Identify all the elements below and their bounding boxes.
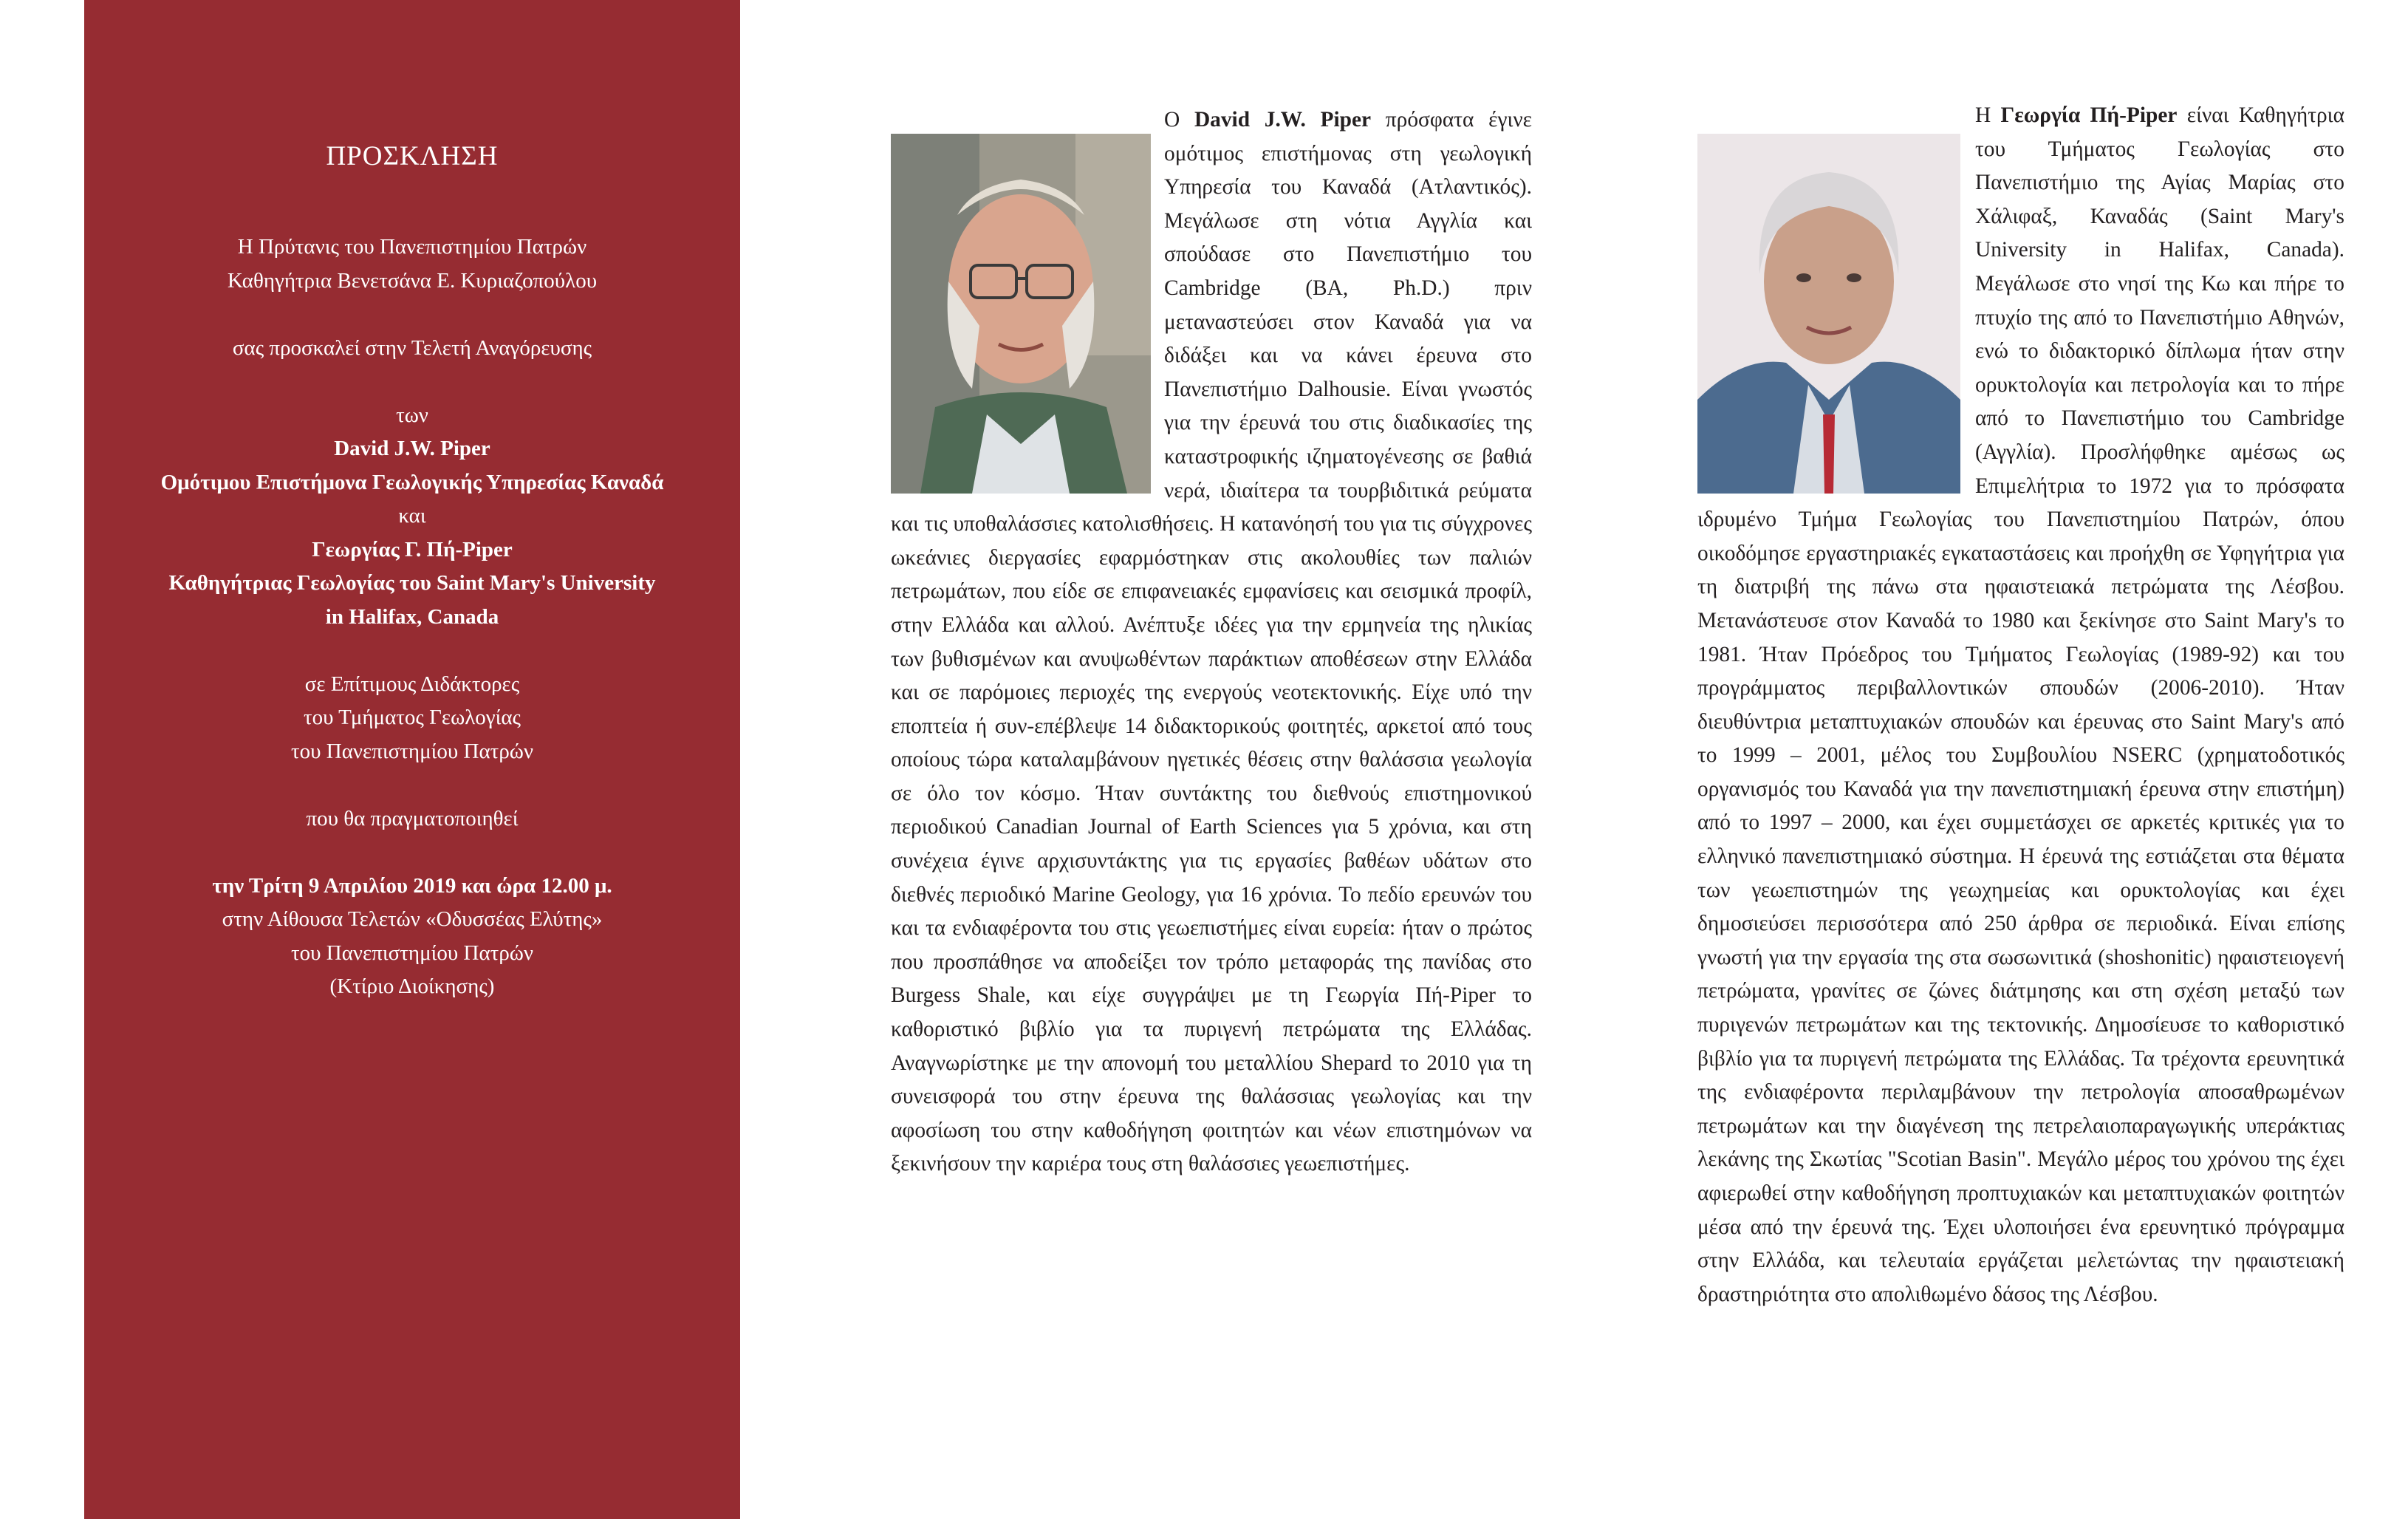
honoree2-name: Γεωργίας Γ. Πή-Piper [312, 537, 513, 561]
invitation-title: ΠΡΟΣΚΛΗΣΗ [326, 141, 499, 171]
rector-line: Η Πρύτανις του Πανεπιστημίου Πατρών [237, 235, 587, 259]
as-line3: του Πανεπιστημίου Πατρών [290, 739, 533, 763]
as-line1: σε Επίτιμους Διδάκτορες [304, 672, 520, 696]
event-date: την Τρίτη 9 Απριλίου 2019 και ώρα 12.00 μ. [212, 873, 612, 898]
portrait-georgia-pe-piper [1697, 134, 1960, 494]
venue-line2: του Πανεπιστημίου Πατρών [290, 941, 533, 965]
bio-piper-text: Ο David J.W. Piper πρόσφατα έγινε ομότιμος επιστήμονας στη γεωλογική Υπηρεσία του Καναδά (Ατλαντικός). Μεγάλωσε στη νότια Αγγλία και σπούδασε στο Πανεπιστήμιο του Cambridge (BA, Ph.D.) πριν μεταναστεύσει στον Καναδά για να διδάξει και να κάνει έρευνα στο Πανεπιστήμιο Dalhousie. Είναι γνωστός για την έρευνά του στις διαδικασίες της καταστροφικής ιζηματογένεσης σε βαθιά νερά, ιδιαίτερα τα τουρβιδιτικά ρεύματα και τις υποθαλάσσιες κατολισθήσεις. Η κατανόησή του για τις σύγχρονες ωκεάνιες διεργασίες εφαρμόστηκαν στις ακολουθίες των παλιών πετρωμάτων, που είδε σε επιφανειακές εμφανίσεις και σεισμικά προφίλ, στην Ελλάδα και αλλού. Ανέπτυξε ιδέες για την ερμηνεία της ηλικίας των βυθισμένων και ανυψωθέντων παράκτιων αποθέσεων στην Ελλάδα και σε παρόμοιες περιοχές της ενεργούς νεοτεκτονικής. Είχε υπό την εποπτεία ή συν-επέβλεψε 14 διδακτορικούς φοιτητές, αρκετοί από τους οποίους τώρα καταλαμβάνουν ηγετικές θέσεις στην θαλάσσια γεωλογία σε όλο τον κόσμο. Ήταν συντάκτης του διεθνούς επιστημονικού περιοδικού Canadian Journal of Earth Sciences για 5 χρόνια, και στη συνέχεια έγινε αρχισυντάκτης για τις εργασίες βαθέων υδάτων στο διεθνές περιοδικό Marine Geology, για 16 χρόνια. Το πεδίο ερευνών του και τα ενδιαφέροντα του στις γεωεπιστήμες είναι ευρεία: ήταν ο πρώτος που προσπάθησε να αποδείξει τον τρόπο μεταφοράς της πανίδας στο Burgess Shale, και είχε συγγράψει με τη Γεωργία Πή-Piper το καθοριστικό βιβλίο για τα πυριγενή πετρώματα της Ελλάδας. Αναγνωρίστηκε με την απονομή του μεταλλίου Shepard το 2010 για τη συνεισφορά του στην έρευνα της θαλάσσιας γεωλογίας και την αφοσίωση του στην καθοδήγηση φοιτητών και νέων επιστημόνων να ξεκινήσουν την καριέρα τους στη θαλάσσιες γεωεπιστήμες. [891, 108, 1532, 1176]
bio-pe-piper [1697, 99, 2344, 1311]
invitation-body [84, 231, 740, 1004]
honoree1-name: David J.W. Piper [334, 437, 490, 460]
bio-pe-piper-text: Η Γεωργία Πή-Piper είναι Καθηγήτρια του Τμήματος Γεωλογίας στο Πανεπιστήμιο της Αγίας Μαρίας στο Χάλιφαξ, Καναδάς (Saint Mary's University in Halifax, Canada). Μεγάλωσε στο νησί της Κω και πήρε το πτυχίο της από το Πανεπιστήμιο Αθηνών, ενώ το διδακτορικό δίπλωμα ήταν στην ορυκτολογία και πετρολογία και το πήρε από το Πανεπιστήμιο του Cambridge (Αγγλία). Προσλήφθηκε αμέσως ως Επιμελήτρια το 1972 για το πρόσφατα ιδρυμένο Τμήμα Γεωλογίας του Πανεπιστημίου Πατρών, όπου οικοδόμησε εργαστηριακές εγκαταστάσεις και προήχθη σε Υφηγήτρια για τη διατριβή της πάνω στα ηφαιστειακά πετρώματα της Λέσβου. Μετανάστευσε στον Καναδά το 1980 και ξεκίνησε στο Saint Mary's το 1981. Ήταν Πρόεδρος του Τμήματος Γεωλογίας (1989-92) και του προγράμματος περιβαλλοντικών σπουδών (2006-2010). Ήταν διευθύντρια μεταπτυχιακών σπουδών και έρευνας στο Saint Mary's από το 1999 – 2001, μέλος του Συμβουλίου NSERC (χρηματοδοτικός οργανισμός του Καναδά για την πανεπιστημιακή έρευνα στην επιστήμη) από το 1997 – 2000, και έχει συμμετάσχει σε αρκετές κριτικές για το ελληνικό πανεπιστημιακό σύστημα. Η έρευνά της εστιάζεται στα θέματα των γεωεπιστημών της γεωχημείας και ορυκτολογίας και έχει δημοσιεύσει περισσότερα από 250 άρθρα σε περιοδικά. Είναι επίσης γνωστή για την εργασία της στα σωσωνιτικά (shoshonitic) ηφαιστειογενή πετρώματα, γρανίτες σε ζώνες διάτμησης και στη σχέση μεταξύ των πυριγενών πετρωμάτων και της τεκτονικής. Δημοσίευσε το καθοριστικό βιβλίο για τα πυριγενή πετρώματα της Ελλάδας. Τα τρέχοντα ερευνητικά της ενδιαφέροντα περιλαμβάνουν την πετρολογία αποσαθρωμένων πετρωμάτων και την διαγένεση της πετρελαιοπαραγωγικής υπεράκτιας λεκάνης της Σκωτίας "Scotian Basin". Μεγάλο μέρος του χρόνου της έχει αφιερωθεί στην καθοδήγηση προπτυχιακών και μεταπτυχιακών φοιτητών μέσα από την έρευνά της. Έχει υλοποιήσει ένα ερευνητικό πρόγραμμα στην Ελλάδα, και τελευταία εργάζεται μελετώντας την ηφαιστειακή δραστηριότητα στο απολιθωμένο δάσος της Λέσβου. [1697, 103, 2344, 1306]
honoree2-title-line2: in Halifax, Canada [325, 604, 499, 629]
and-line: και [398, 504, 426, 528]
venue-line1: στην Αίθουσα Τελετών «Οδυσσέας Ελύτης» [222, 907, 603, 931]
as-line2: του Τμήματος Γεωλογίας [303, 706, 521, 729]
bio-piper [891, 103, 1532, 1181]
of-line: των [396, 403, 428, 427]
portrait-david-piper [891, 134, 1151, 494]
rector-name: Καθηγήτρια Βενετσάνα Ε. Κυριαζοπούλου [227, 268, 598, 293]
honoree1-title: Ομότιμου Επιστήμονα Γεωλογικής Υπηρεσίας Καναδά [160, 470, 664, 494]
bio-piper-name: David J.W. Piper [1194, 108, 1372, 132]
invites-line: σας προσκαλεί στην Τελετή Αναγόρευσης [232, 335, 592, 360]
held-line: που θα πραγματοποιηθεί [306, 806, 519, 830]
venue-line3: (Κτίριο Διοίκησης) [329, 974, 495, 998]
honoree2-title-line1: Καθηγήτριας Γεωλογίας του Saint Mary's University [168, 571, 656, 595]
bio-pe-piper-name: Γεωργία Πή-Piper [2000, 103, 2178, 127]
invitation-panel [84, 0, 740, 1519]
